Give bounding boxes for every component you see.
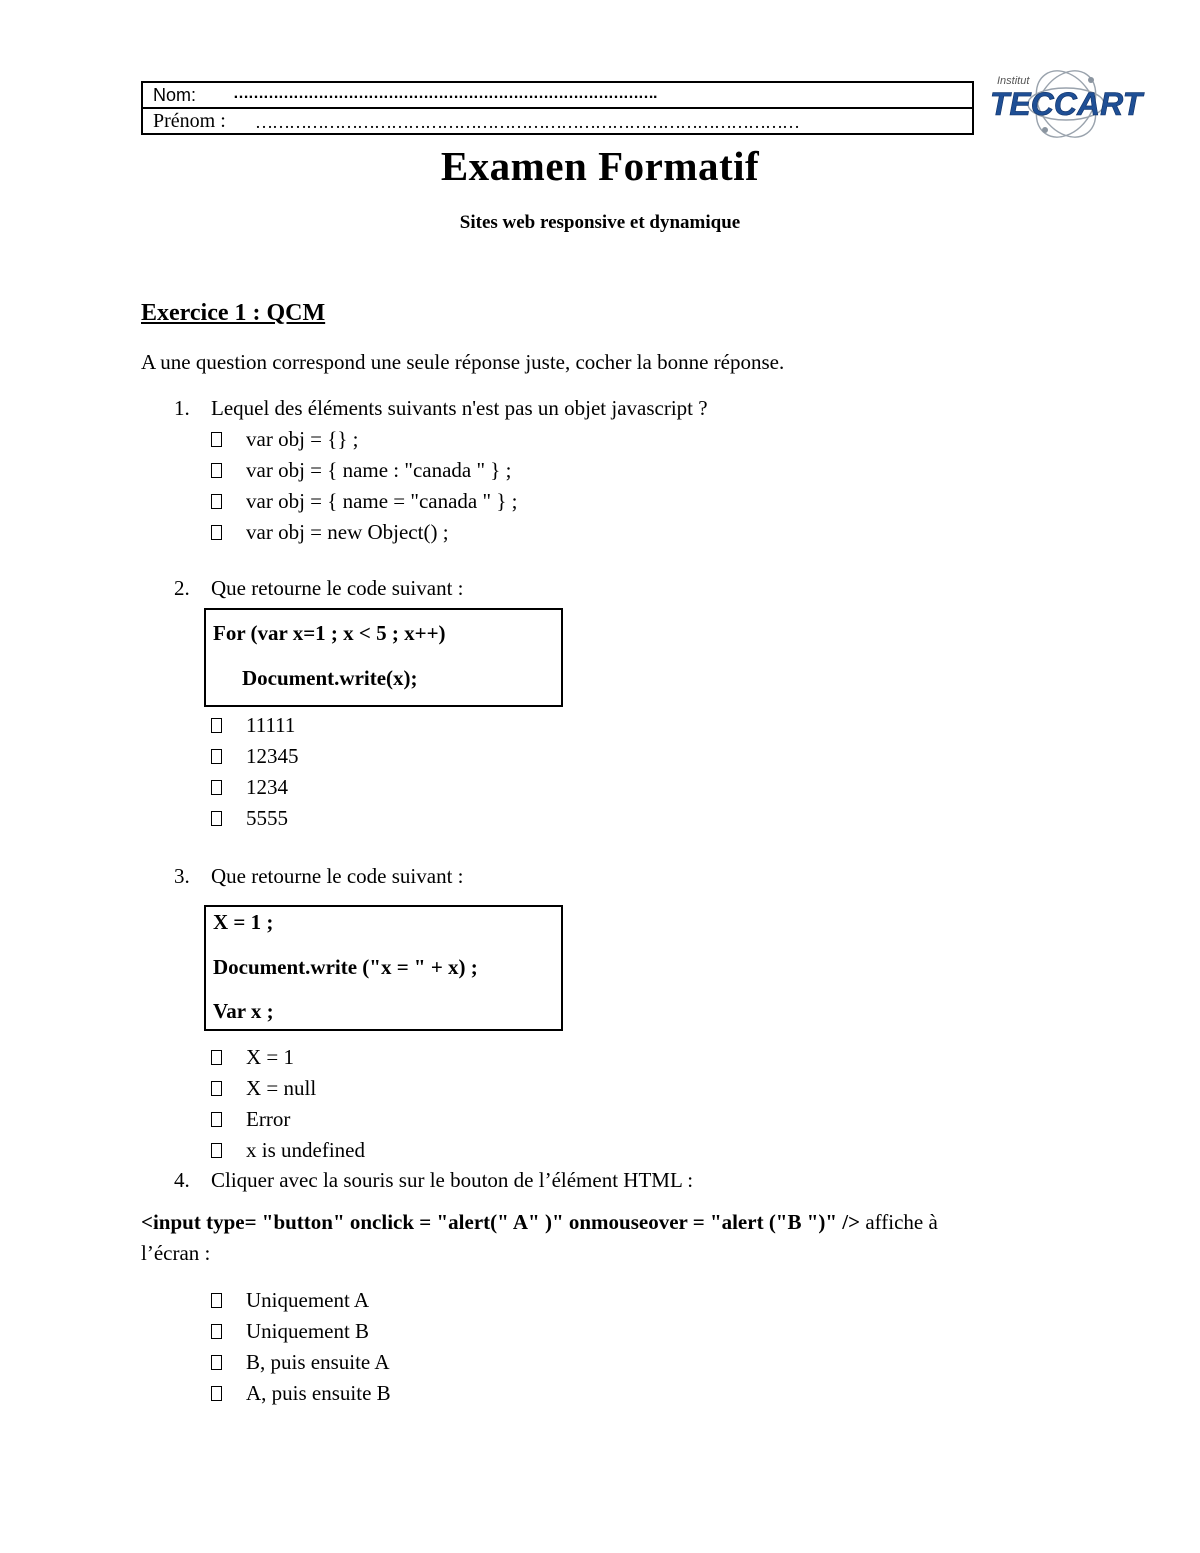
option-label: X = null xyxy=(246,1076,317,1100)
code-line: Document.write ("x = " + x) ; xyxy=(213,955,478,979)
checkbox-icon[interactable] xyxy=(211,1143,222,1158)
prenom-label: Prénom : xyxy=(153,110,226,132)
checkbox-icon[interactable] xyxy=(211,811,222,826)
exercise-instruction: A une question correspond une seule réponse juste, cocher la bonne réponse. xyxy=(141,350,785,374)
option-label: X = 1 xyxy=(246,1045,295,1069)
prenom-row xyxy=(143,109,972,135)
option-label: Uniquement A xyxy=(246,1288,370,1312)
checkbox-icon[interactable] xyxy=(211,749,222,764)
logo-text: TECCART xyxy=(989,86,1143,122)
question-number: 2. xyxy=(174,576,190,600)
checkbox-icon[interactable] xyxy=(211,1386,222,1401)
option-label: Uniquement B xyxy=(246,1319,370,1343)
nom-field[interactable]: …………………………………………………………………………. xyxy=(233,85,657,102)
option-label: 1234 xyxy=(246,775,288,799)
nom-row xyxy=(143,83,972,109)
code-line: X = 1 ; xyxy=(213,910,274,934)
checkbox-icon[interactable] xyxy=(211,525,222,540)
page-title: Examen Formatif xyxy=(440,143,760,189)
code-suffix-continuation: l’écran : xyxy=(141,1241,211,1265)
option-label: x is undefined xyxy=(246,1138,365,1162)
checkbox-icon[interactable] xyxy=(211,1050,222,1065)
option-label: var obj = { name : "canada " } ; xyxy=(246,458,512,482)
page-subtitle: Sites web responsive et dynamique xyxy=(459,212,741,233)
option-label: B, puis ensuite A xyxy=(246,1350,390,1374)
option-label: var obj = new Object() ; xyxy=(246,520,449,544)
option-label: var obj = {} ; xyxy=(246,427,359,451)
checkbox-icon[interactable] xyxy=(211,1355,222,1370)
question-text: Lequel des éléments suivants n'est pas un objet javascript ? xyxy=(211,396,708,420)
nom-label: Nom: xyxy=(153,85,197,105)
option-label: 12345 xyxy=(246,744,299,768)
option-label: var obj = { name = "canada " } ; xyxy=(246,489,518,513)
prenom-field[interactable]: …………………………………………………………………………………… xyxy=(255,112,799,132)
checkbox-icon[interactable] xyxy=(211,1081,222,1096)
option-label: 5555 xyxy=(246,806,288,830)
code-block xyxy=(204,608,563,707)
code-suffix: affiche à xyxy=(860,1210,938,1234)
option-label: Error xyxy=(246,1107,291,1131)
checkbox-icon[interactable] xyxy=(211,432,222,447)
inline-code: <input type= "button" onclick = "alert(" A" )" onmouseover = "alert ("B ")" /> xyxy=(141,1210,861,1234)
code-line: Document.write(x); xyxy=(242,666,418,690)
checkbox-icon[interactable] xyxy=(211,1293,222,1308)
teccart-logo xyxy=(983,66,1149,144)
code-block xyxy=(204,905,563,1031)
code-line: Var x ; xyxy=(213,999,274,1023)
question-number: 3. xyxy=(174,864,190,888)
option-label: A, puis ensuite B xyxy=(246,1381,391,1405)
checkbox-icon[interactable] xyxy=(211,718,222,733)
question-text: Que retourne le code suivant : xyxy=(211,864,464,888)
checkbox-icon[interactable] xyxy=(211,1324,222,1339)
question-number: 1. xyxy=(174,396,190,420)
question-text: Que retourne le code suivant : xyxy=(211,576,464,600)
question-number: 4. xyxy=(174,1168,190,1192)
checkbox-icon[interactable] xyxy=(211,780,222,795)
option-label: 11111 xyxy=(246,713,296,737)
question-text: Cliquer avec la souris sur le bouton de l’élément HTML : xyxy=(211,1168,694,1192)
student-info-box xyxy=(141,81,974,135)
checkbox-icon[interactable] xyxy=(211,494,222,509)
checkbox-icon[interactable] xyxy=(211,463,222,478)
exercise-title: Exercice 1 : QCM xyxy=(141,300,326,326)
html-code-line xyxy=(141,1210,938,1235)
logo-small-text: Institut xyxy=(997,75,1030,87)
code-line: For (var x=1 ; x < 5 ; x++) xyxy=(213,621,446,645)
checkbox-icon[interactable] xyxy=(211,1112,222,1127)
